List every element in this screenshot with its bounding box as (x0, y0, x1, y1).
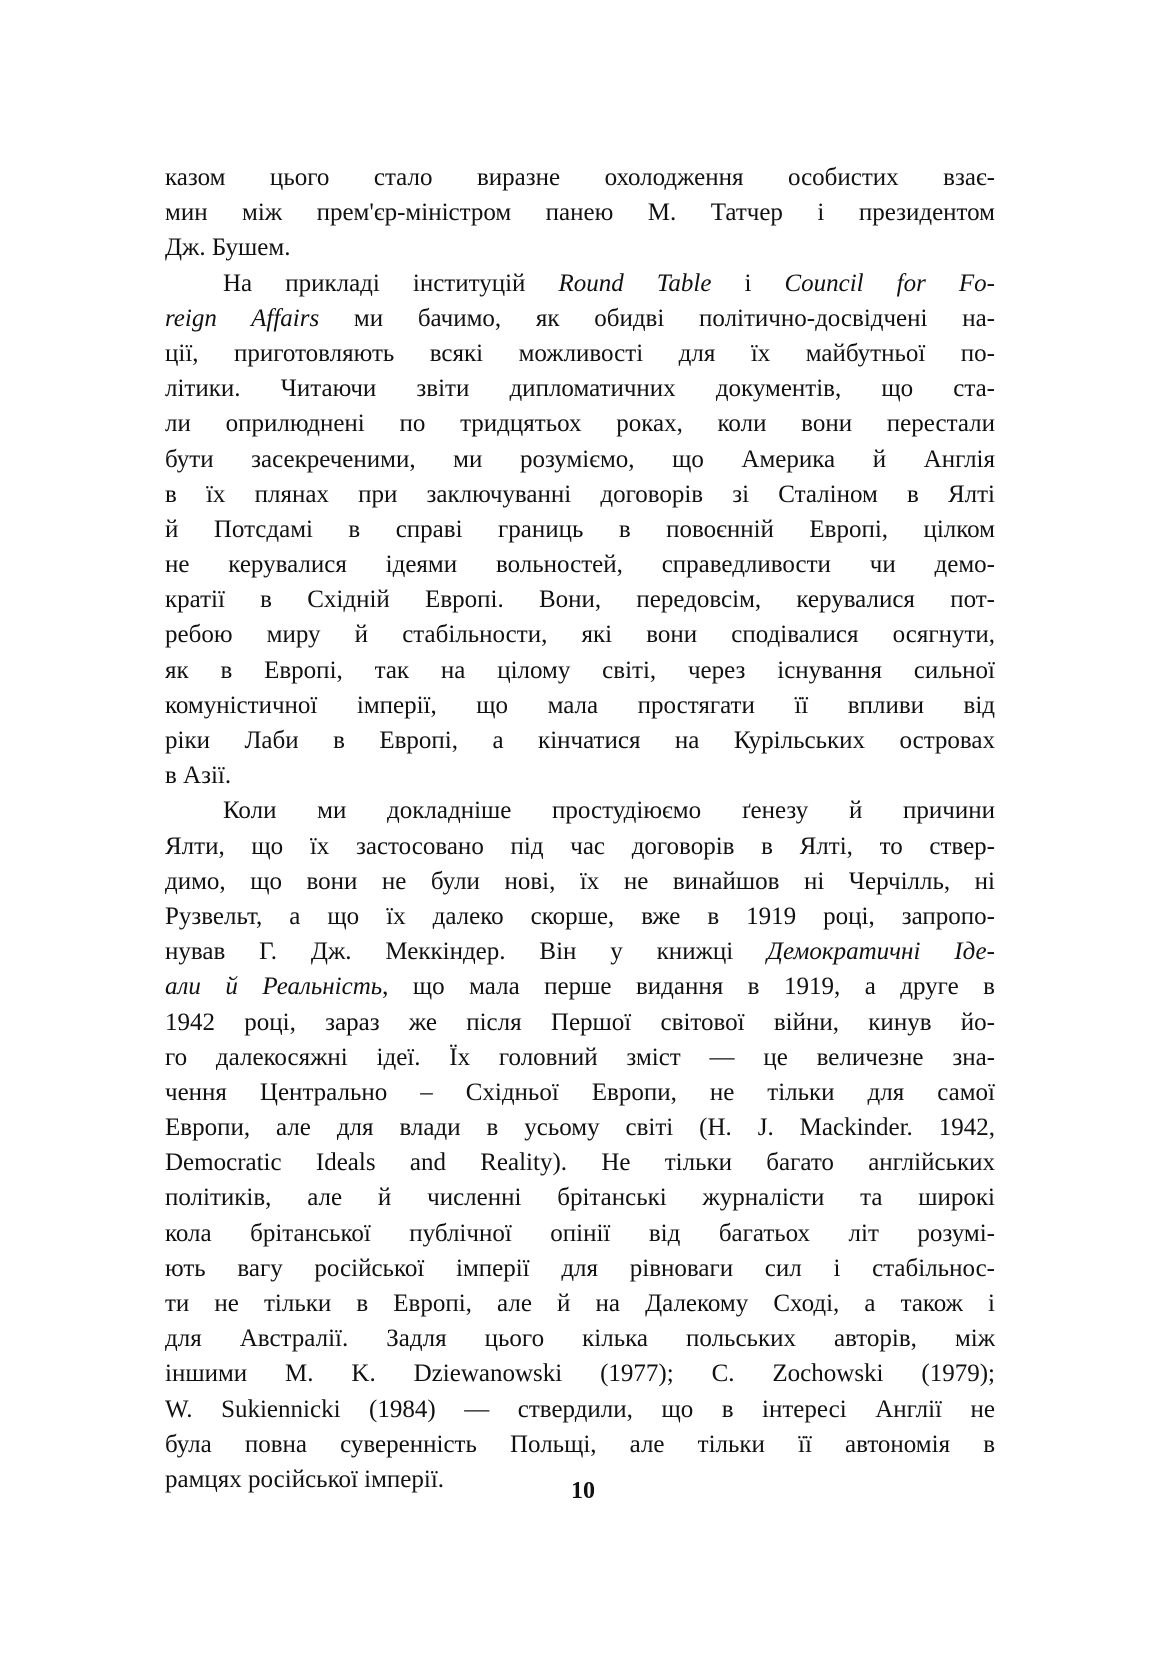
text-line (165, 477, 995, 512)
line-text: літики. Читаючи звіти дипломатичних документів, що ста- (165, 375, 995, 403)
paragraph (165, 266, 995, 794)
text-line (165, 1392, 995, 1427)
line-text: нував Г. Дж. Меккіндер. Він у книжці (165, 938, 768, 966)
line-text: для Австралії. Задля цього кілька польських авторів, між (165, 1325, 995, 1353)
line-text: ребою миру й стабільности, які вони сподівалися осягнути, (165, 621, 995, 649)
text-line (165, 442, 995, 477)
line-text: і (711, 269, 785, 297)
line-text: ріки Лаби в Европі, а кінчатися на Курільських островах (165, 727, 995, 754)
line-text: ють вагу російської імперії для рівноваги сил і стабільнос- (165, 1254, 995, 1282)
line-text: димо, що вони не були нові, їх не винайшов ні Черчілль, ні (165, 867, 995, 895)
text-line (165, 301, 995, 336)
text-line (165, 1216, 995, 1251)
italic-title-text: Демократичні Іде- (767, 938, 995, 966)
text-line (165, 688, 995, 723)
page-number: 10 (571, 1478, 595, 1504)
text-line (165, 829, 995, 864)
page-body (165, 160, 995, 1497)
line-text: На прикладі інституцій (223, 269, 559, 297)
line-text: як в Европі, так на цілому світі, через існування сильної (165, 656, 995, 684)
text-line (165, 195, 995, 230)
line-text: го далекосяжні ідеї. Їх головний зміст — це величезне зна- (165, 1043, 995, 1071)
line-text: 1942 році, зараз же після Першої світової війни, кинув йо- (165, 1008, 995, 1036)
line-text: Европи, але для влади в усьому світі (H. J. Mackinder. 1942, (165, 1114, 995, 1142)
text-line (165, 617, 995, 652)
line-text: політиків, але й численні брітанські журналісти та широкі (165, 1184, 995, 1212)
line-text: кола брітанської публічної опінії від багатьох літ розумі- (165, 1219, 995, 1247)
line-text: ції, приготовляють всякі можливості для їх майбутньої по- (165, 339, 995, 367)
text-line (165, 266, 995, 301)
line-text: іншими M. K. Dziewanowski (1977); C. Zochowski (1979); (165, 1360, 995, 1388)
line-text: Рузвельт, а що їх далеко скорше, вже в 1919 році, запропо- (165, 902, 995, 930)
line-text: бути засекреченими, ми розуміємо, що Америка й Англія (165, 445, 995, 473)
text-line (165, 1145, 995, 1180)
italic-title-text: Round Table (558, 269, 712, 297)
text-line (165, 864, 995, 899)
text-line (165, 582, 995, 617)
line-text: Democratic Ideals and Reality). Не тільки багато англійських (165, 1149, 995, 1177)
text-line (165, 371, 995, 406)
line-text: в їх плянах при заключуванні договорів зі Сталіном в Ялті (165, 480, 995, 508)
text-line (165, 512, 995, 547)
italic-title-text: Council for Fo- (784, 269, 995, 297)
text-line (165, 1180, 995, 1215)
text-line (165, 758, 995, 793)
text-line (165, 1321, 995, 1356)
paragraph (165, 160, 995, 266)
line-text: в Азії. (165, 762, 232, 790)
text-line (165, 934, 995, 969)
line-text: чення Центрально – Східньої Европи, не тільки для самої (165, 1078, 995, 1106)
text-line (165, 1075, 995, 1110)
text-line (165, 1110, 995, 1145)
text-line (165, 160, 995, 195)
text-line (165, 230, 995, 265)
text-line (165, 653, 995, 688)
line-text: , що мала перше видання в 1919, а друге в (382, 973, 995, 1001)
text-line (165, 969, 995, 1004)
text-line (165, 793, 995, 828)
line-text: казом цього стало виразне охолодження особистих взає- (165, 164, 995, 191)
line-text: комуністичної імперії, що мала простягати її впливи від (165, 691, 995, 719)
italic-title-text: али й Реальність (165, 973, 383, 1001)
line-text: рамцях російської імперії. (165, 1465, 445, 1493)
line-text: ли оприлюднені по тридцятьох роках, коли вони перестали (165, 410, 995, 438)
line-text: Коли ми докладніше простудіюємо ґенезу й причини (223, 797, 995, 825)
text-line (165, 1251, 995, 1286)
text-line (165, 1427, 995, 1462)
text-line (165, 1040, 995, 1075)
text-line (165, 336, 995, 371)
line-text: не керувалися ідеями вольностей, справедливости чи демо- (165, 551, 995, 579)
line-text: мин між прем'єр-міністром панею М. Татчер і президентом (165, 199, 995, 227)
italic-title-text: reign Affairs (165, 304, 320, 332)
line-text: Дж. Бушем. (165, 234, 291, 262)
text-line (165, 406, 995, 441)
line-text: W. Sukiennicki (1984) — ствердили, що в інтересі Англії не (165, 1395, 995, 1423)
line-text: кратії в Східній Европі. Вони, передовсім, керувалися пот- (165, 586, 995, 614)
text-line (165, 1286, 995, 1321)
line-text: ми бачимо, як обидві політично-досвідчені на- (319, 304, 995, 332)
paragraph (165, 793, 995, 1497)
text-line (165, 723, 995, 758)
line-text: ти не тільки в Европі, але й на Далекому Сході, а також і (165, 1290, 995, 1317)
text-line (165, 1005, 995, 1040)
text-line (165, 1356, 995, 1391)
line-text: й Потсдамі в справі границь в повоєнній Европі, цілком (165, 515, 995, 543)
text-line (165, 899, 995, 934)
line-text: Ялти, що їх застосовано під час договорів в Ялті, то ствер- (165, 832, 995, 860)
text-line (165, 547, 995, 582)
line-text: була повна суверенність Польщі, але тільки її автономія в (165, 1430, 995, 1458)
